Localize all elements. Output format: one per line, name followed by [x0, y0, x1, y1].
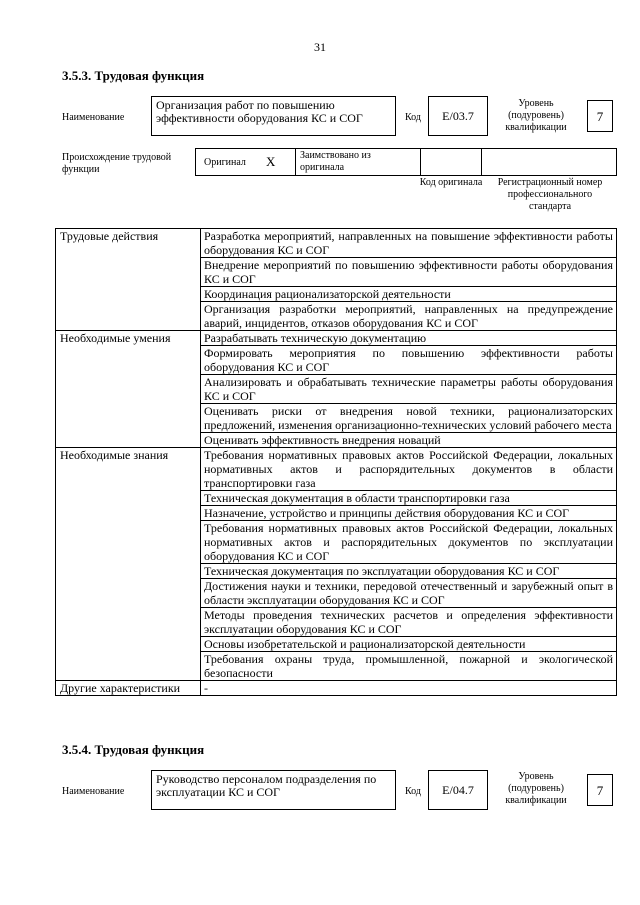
category-skills: Необходимые умения [56, 331, 201, 448]
list-item: Основы изобретательской и рационализаторской деятельности [201, 637, 617, 652]
list-item: Оценивать риски от внедрения новой техники, рационализаторских предложений, изменения организационно-технических условий рабочего места [201, 404, 617, 433]
list-item: Организация разработки мероприятий, направленных на предупреждение аварий, инцидентов, отказов оборудования КС и СОГ [201, 302, 617, 331]
list-item: Требования охраны труда, промышленной, пожарной и экологической безопасности [201, 652, 617, 681]
list-item: Разрабатывать техническую документацию [201, 331, 617, 346]
borrowed-box: Заимствовано из оригинала [295, 148, 421, 176]
section-title-354: 3.5.4. Трудовая функция [62, 742, 205, 757]
list-item: Достижения науки и техники, передовой отечественный и зарубежный опыт в области эксплуатации оборудования КС и СОГ [201, 579, 617, 608]
level-value-354: 7 [587, 774, 613, 806]
list-item: Разработка мероприятий, направленных на повышение эффективности работы оборудования КС и СОГ [201, 229, 617, 258]
code-value-354: E/04.7 [428, 770, 488, 810]
list-item: Требования нормативных правовых актов Российской Федерации, локальных нормативных актов и распорядительных документов по эксплуатации оборудования КС и СОГ [201, 521, 617, 564]
list-item: Внедрение мероприятий по повышению эффективности работы оборудования КС и СОГ [201, 258, 617, 287]
list-item: Техническая документация в области транспортировки газа [201, 491, 617, 506]
level-value-353: 7 [587, 100, 613, 132]
code-origin-box [420, 148, 482, 176]
name-value-353: Организация работ по повышению эффективности оборудования КС и СОГ [151, 96, 396, 136]
code-origin-label: Код оригинала [419, 177, 483, 188]
list-item: Анализировать и обрабатывать технические параметры работы оборудования КС и СОГ [201, 375, 617, 404]
level-label-354: Уровень (подуровень) квалификации [505, 771, 567, 806]
code-label-354: Код [405, 786, 421, 797]
table-row [56, 229, 617, 258]
category-other: Другие характеристики [56, 681, 201, 696]
table-row [56, 331, 617, 346]
section-title-353: 3.5.3. Трудовая функция [62, 68, 205, 83]
table-row [56, 448, 617, 491]
original-box [195, 148, 296, 176]
table-row [56, 681, 617, 696]
category-knowledge: Необходимые знания [56, 448, 201, 681]
category-labor-actions: Трудовые действия [56, 229, 201, 331]
list-item: Координация рационализаторской деятельности [201, 287, 617, 302]
level-label-353: Уровень (подуровень) квалификации [505, 98, 567, 133]
function-table [55, 228, 617, 696]
origin-label: Происхождение трудовой функции [62, 152, 172, 175]
list-item: Назначение, устройство и принципы действия оборудования КС и СОГ [201, 506, 617, 521]
list-item: Техническая документация по эксплуатации оборудования КС и СОГ [201, 564, 617, 579]
code-label-353: Код [405, 112, 421, 123]
name-label-354: Наименование [62, 786, 125, 797]
list-item: Формировать мероприятия по повышению эффективности работы оборудования КС и СОГ [201, 346, 617, 375]
list-item: Требования нормативных правовых актов Российской Федерации, локальных нормативных актов и распорядительных документов в области транспортировки газа [201, 448, 617, 491]
name-value-354: Руководство персоналом подразделения по эксплуатации КС и СОГ [151, 770, 396, 810]
reg-number-label: Регистрационный номер профессионального стандарта [497, 177, 603, 212]
list-item: Оценивать эффективность внедрения новаций [201, 433, 617, 448]
list-item: Методы проведения технических расчетов и определения эффективности эксплуатации оборудования КС и СОГ [201, 608, 617, 637]
original-mark: X [266, 154, 276, 169]
code-value-353: E/03.7 [428, 96, 488, 136]
original-label: Оригинал [204, 157, 246, 168]
name-label-353: Наименование [62, 112, 125, 123]
page-number: 31 [314, 40, 326, 54]
reg-number-box [481, 148, 617, 176]
other-value: - [201, 681, 617, 696]
